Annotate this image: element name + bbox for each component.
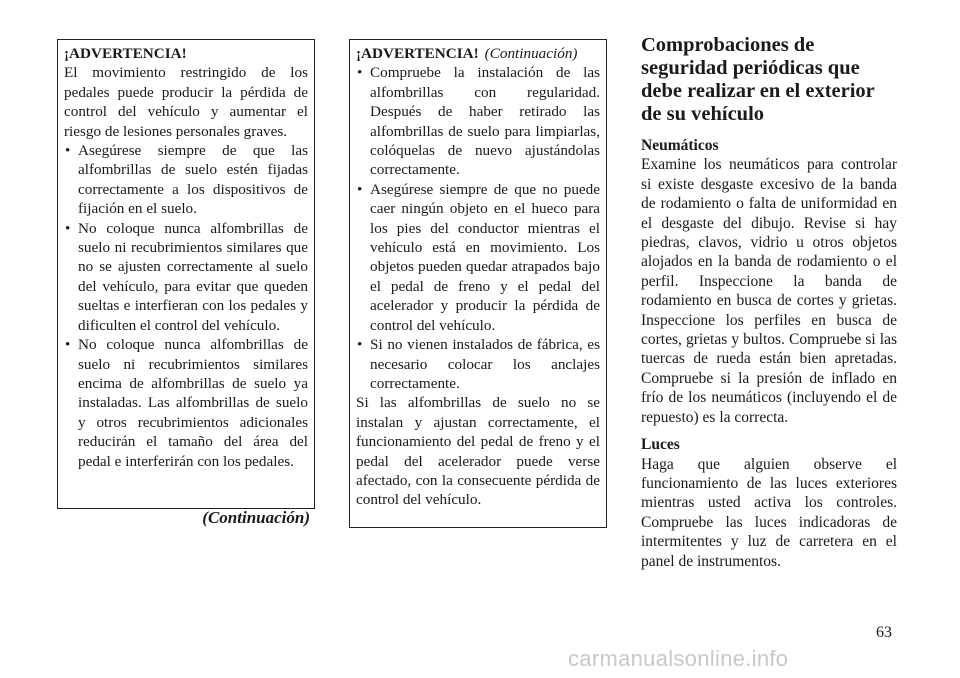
subsection-body: Haga que alguien observe el funcionamiento de las luces exteriores mientras usted activa los controles. Compruebe las luces indicadoras de intermitentes y luz de carretera en el panel de instrumentos.	[641, 455, 897, 570]
list-item: • No coloque nunca alfombrillas de suelo ni recubrimientos similares encima de alfombrillas de suelo ya instaladas. Las alfombrillas de suelo y otros recubrimientos adicionales reducirán el tamaño del área del pedal e interferirán con los pedales.	[64, 335, 308, 471]
watermark: carmanualsonline.info	[568, 646, 789, 671]
subsection-title: Luces	[641, 436, 680, 454]
warning-box	[57, 39, 315, 509]
page-number: 63	[876, 624, 892, 641]
subsection-title: Neumáticos	[641, 137, 719, 154]
list-item: • Asegúrese siempre de que no puede caer ningún objeto en el hueco para los pies del conductor mientras el vehículo está en movimiento. Los objetos pueden quedar atrapados bajo el pedal de freno y el pedal del acelerador y producir la pérdida de control del vehículo.	[356, 180, 600, 335]
warning-box-continued	[349, 39, 607, 528]
continuation-label: (Continuación)	[484, 45, 578, 62]
warning-list	[64, 141, 308, 471]
section	[641, 34, 897, 571]
warning-intro: El movimiento restringido de los pedales puede producir la pérdida de control del vehículo y aumentar el riesgo de lesiones personales graves.	[64, 64, 308, 140]
subsection-body: Examine los neumáticos para controlar si existe desgaste excesivo de la banda de rodamiento o falta de uniformidad en el desgaste del dibujo. Revise si hay piedras, clavos, vidrio u otros objetos alojados en la banda de rodamiento o el perfil. Inspeccione la banda de rodamiento en busca de cortes y grietas. Inspeccione los perfiles en busca de cortes, grietas y bultos. Compruebe si las tuercas de rueda están bien apretadas. Compruebe si la presión de inflado en frío de los neumáticos (incluyendo el de repuesto) es la correcta.	[641, 156, 897, 426]
list-item: • Compruebe la instalación de las alfombrillas con regularidad. Después de haber retirado las alfombrillas de suelo para limpiarlas, colóquelas de nuevo ajustándolas correctamente.	[356, 63, 600, 179]
warning-title-text: ¡ADVERTENCIA!	[356, 45, 479, 62]
section-heading: Comprobaciones de seguridad periódicas que debe realizar en el exterior de su vehículo	[641, 34, 875, 125]
list-item: • Asegúrese siempre de que las alfombrillas de suelo estén fijadas correctamente a los dispositivos de fijación en el suelo.	[64, 141, 308, 219]
list-item: • Si no vienen instalados de fábrica, es necesario colocar los anclajes correctamente.	[356, 335, 600, 393]
continuation-label: (Continuación)	[202, 508, 310, 527]
warning-closing: Si las alfombrillas de suelo no se instalan y ajustan correctamente, el funcionamiento del pedal de freno y el pedal del acelerador puede verse afectado, con la consecuente pérdida de control del vehículo.	[356, 394, 600, 509]
warning-title: ¡ADVERTENCIA!	[64, 45, 187, 62]
list-item: • No coloque nunca alfombrillas de suelo ni recubrimientos similares que no se ajusten correctamente al suelo del vehículo, para evitar que queden sueltas e interfieran con los pedales y dificulten el control del vehículo.	[64, 219, 308, 335]
warning-list	[356, 63, 600, 393]
warning-title	[356, 44, 600, 63]
